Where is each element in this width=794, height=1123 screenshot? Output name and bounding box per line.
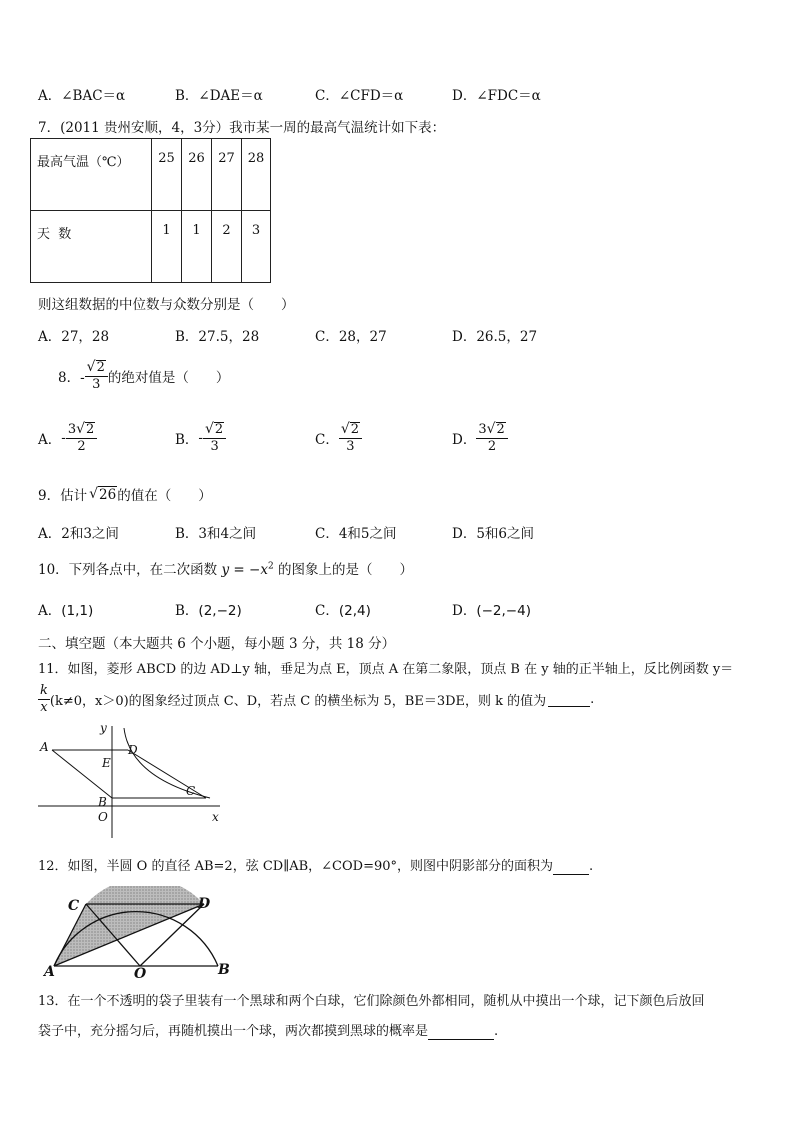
- table-header-days: 天 数: [31, 211, 152, 283]
- q9-prefix: 9．估计: [38, 488, 88, 504]
- option-label: A．: [38, 431, 62, 448]
- option-label: D．: [452, 431, 477, 448]
- table-cell: 28: [242, 139, 271, 211]
- denominator: 2: [77, 438, 86, 454]
- option-label: C．: [315, 431, 339, 448]
- coef: 3: [67, 422, 77, 437]
- option-label: A．: [38, 603, 62, 619]
- temperature-table: [30, 138, 271, 283]
- label-D: D: [128, 743, 138, 757]
- option-sign: -: [198, 429, 203, 446]
- label-y: y: [100, 721, 107, 735]
- q10-func-rhs: = −x: [233, 562, 268, 578]
- q9-suffix: 的值在（ ）: [117, 488, 212, 504]
- label-A: A: [40, 740, 49, 754]
- denominator: 3: [346, 438, 355, 454]
- q10-option-a: [38, 599, 93, 619]
- denominator: 3: [210, 438, 219, 454]
- q11-frac-den: x: [40, 699, 48, 715]
- q12-stem: [38, 855, 593, 875]
- label-C: C: [68, 898, 80, 914]
- q6-option-b: B．∠DAE＝α: [175, 88, 263, 104]
- q8-radicand: 2: [96, 360, 105, 375]
- denominator: 2: [487, 438, 497, 454]
- q9-option-a: A．2和3之间: [38, 526, 119, 542]
- q9-option-d: D．5和6之间: [452, 526, 535, 542]
- option-value: (1,1): [61, 603, 94, 619]
- q11-line2: [38, 684, 594, 714]
- q11-figure: [30, 718, 230, 842]
- label-E: E: [102, 756, 111, 770]
- radicand: 2: [350, 422, 360, 437]
- option-label: C．: [315, 603, 339, 619]
- q10-stem: [38, 558, 413, 578]
- q13-line1: 13．在一个不透明的袋子里装有一个黑球和两个白球，它们除颜色外都相同，随机从中摸出一个球，记下颜色后放回: [38, 994, 705, 1009]
- radicand: 2: [214, 422, 224, 437]
- q8-option-d: [452, 422, 508, 453]
- q11-frac-num: k: [40, 683, 48, 698]
- q11-end: .: [590, 691, 595, 707]
- q10-prefix: 10．下列各点中，在二次函数: [38, 562, 218, 578]
- option-fraction: $\frac{3√2}{2}$: [476, 422, 507, 453]
- label-D: D: [198, 896, 211, 912]
- q7-stem: 7．(2011 贵州安顺，4，3分）我市某一周的最高气温统计如下表：: [38, 120, 446, 136]
- table-cell: 2: [212, 211, 242, 283]
- q7-option-c: C．28，27: [315, 329, 387, 345]
- label-C: C: [186, 784, 196, 798]
- shaded-segment: [86, 886, 204, 904]
- label-O: O: [98, 810, 108, 824]
- q11-fraction: [38, 684, 50, 714]
- q8-suffix: 的绝对值是（ ）: [107, 369, 230, 386]
- q6-option-d: D．∠FDC＝α: [452, 88, 541, 104]
- section2-title: 二、填空题（本大题共 6 个小题，每小题 3 分，共 18 分）: [38, 636, 396, 652]
- q13-text: 袋子中，充分摇匀后，再随机摸出一个球，两次都摸到黑球的概率是: [38, 1024, 429, 1039]
- q8-fraction: $\frac{√2}{3}$: [85, 360, 108, 391]
- label-O: O: [134, 966, 147, 978]
- coef: 3: [478, 422, 487, 437]
- option-label: D．: [452, 603, 477, 619]
- q13-end: .: [494, 1024, 499, 1039]
- table-header-temp: 最高气温（℃）: [31, 139, 152, 211]
- q7-question: 则这组数据的中位数与众数分别是（ ）: [38, 297, 295, 313]
- q10-func-exp: 2: [267, 561, 274, 572]
- label-B: B: [218, 962, 230, 978]
- q8-option-c: [315, 422, 362, 453]
- q10-suffix: 的图象上的是（ ）: [277, 562, 413, 578]
- option-fraction: $\frac{√2}{3}$: [203, 422, 226, 453]
- q9-option-b: B．3和4之间: [175, 526, 257, 542]
- table-cell: 25: [152, 139, 182, 211]
- option-label: B．: [175, 431, 199, 448]
- q6-option-c: C．∠CFD＝α: [315, 88, 404, 104]
- table-cell: 3: [242, 211, 271, 283]
- q12-answer-blank[interactable]: [553, 859, 589, 875]
- radicand: 2: [86, 422, 95, 437]
- q8-option-b: [175, 422, 226, 453]
- table-cell: 1: [152, 211, 182, 283]
- q8-prefix: 8．-: [58, 369, 85, 386]
- radicand: 2: [496, 422, 505, 437]
- table-cell: 26: [182, 139, 212, 211]
- q7-option-a: A．27，28: [38, 329, 110, 345]
- q10-option-d: [452, 599, 531, 619]
- q8-denominator: 3: [92, 376, 101, 392]
- q9-radicand: 26: [99, 486, 117, 503]
- q13-line2: [38, 1020, 498, 1040]
- q8-option-a: [38, 422, 97, 453]
- q9-stem: 9．估计 √ 26 的值在（ ）: [38, 486, 212, 504]
- q6-option-a: A．∠BAC＝α: [38, 88, 126, 104]
- q11-line2-text: (k≠0，x＞0)的图象经过顶点 C、D，若点 C 的横坐标为 5，BE＝3DE，则 k 的值为: [49, 693, 547, 709]
- table-cell: 27: [212, 139, 242, 211]
- table-cell: 1: [182, 211, 212, 283]
- q7-option-b: B．27.5，28: [175, 329, 260, 345]
- option-value: (2,−2): [198, 603, 242, 619]
- q10-func-lhs: y: [221, 562, 230, 578]
- label-A: A: [44, 964, 55, 978]
- q13-answer-blank[interactable]: [428, 1024, 494, 1040]
- option-value: (−2,−4): [476, 603, 531, 619]
- label-x: x: [212, 810, 219, 824]
- q11-answer-blank[interactable]: [548, 691, 590, 707]
- q8-stem: [58, 360, 229, 391]
- q12-end: .: [589, 859, 594, 874]
- q12-text: 12．如图，半圆 O 的直径 AB=2，弦 CD∥AB，∠COD=90°，则图中阴影部分的面积为: [38, 859, 554, 874]
- option-value: (2,4): [338, 603, 371, 619]
- q10-option-b: [175, 599, 242, 619]
- option-fraction: $\frac{√2}{3}$: [339, 422, 362, 453]
- q7-option-d: D．26.5，27: [452, 329, 538, 345]
- q11-line1: 11．如图，菱形 ABCD 的边 AD⊥y 轴，垂足为点 E，顶点 A 在第二象限，顶点 B 在 y 轴的正半轴上，反比例函数 y＝: [38, 662, 734, 677]
- hyperbola-curve: [124, 728, 210, 798]
- option-sign: -: [61, 429, 66, 446]
- q10-option-c: [315, 599, 371, 619]
- q9-option-c: C．4和5之间: [315, 526, 397, 542]
- option-fraction: $\frac{3√2}{2}$: [66, 422, 97, 453]
- label-B: B: [98, 795, 107, 809]
- q12-figure: [40, 886, 230, 978]
- option-label: B．: [175, 603, 199, 619]
